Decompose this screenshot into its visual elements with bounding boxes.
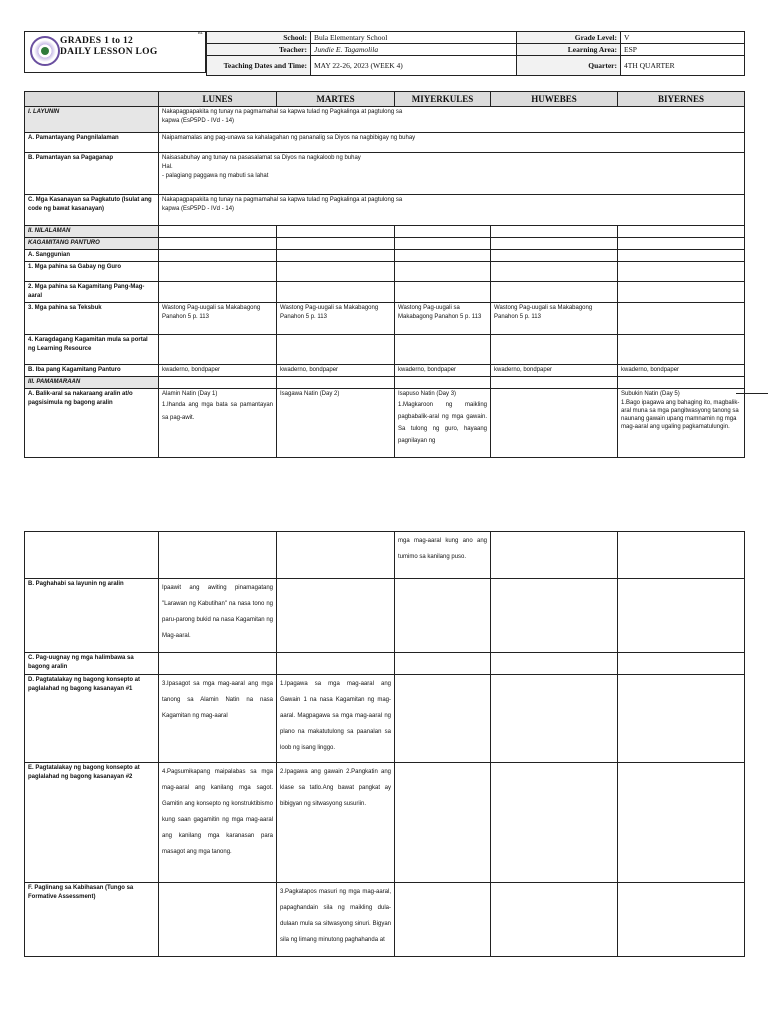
row-iba-pang: B. Iba pang Kagamitang Panturo xyxy=(25,365,159,377)
cell xyxy=(25,532,159,579)
cell xyxy=(395,883,491,957)
cell xyxy=(491,238,618,250)
cell xyxy=(618,883,745,957)
day-lunes: LUNES xyxy=(159,92,277,107)
area-label: Learning Area: xyxy=(517,44,621,56)
cell xyxy=(491,675,618,763)
cell xyxy=(618,226,745,238)
cell xyxy=(277,532,395,579)
cell xyxy=(395,653,491,675)
cell xyxy=(491,335,618,365)
cell xyxy=(618,653,745,675)
cell xyxy=(491,389,618,458)
row-pagtatalakay1: D. Pagtatalakay ng bagong konsepto at paglalahad ng bagong kasanayan #1 xyxy=(25,675,159,763)
balik-miyerkules xyxy=(395,389,491,458)
row-paghahabi: B. Paghahabi sa layunin ng aralin xyxy=(25,579,159,653)
cell xyxy=(618,763,745,883)
teksbuk-lunes: Wastong Pag-uugali sa Makabagong Panahon 5 p. 113 xyxy=(159,303,277,335)
row-kagamitang-mag-aaral: 2. Mga pahina sa Kagamitang Pang-Mag-aaral xyxy=(25,282,159,303)
row-sanggunian: A. Sanggunian xyxy=(25,250,159,262)
cell xyxy=(277,262,395,282)
layunin-text-body: Nakapagpapakita ng tunay na pagmamahal sa kapwa tulad ng Pagkalinga at pagtulong sa kapwa (EsP5PD - IVd - 14) xyxy=(162,109,403,124)
cell xyxy=(618,238,745,250)
subukin-heading: Subukin Natin (Day 5) xyxy=(621,391,680,397)
teksbuk-martes: Wastong Pag-uugali sa Makabagong Panahon 5 p. 113 xyxy=(277,303,395,335)
cell xyxy=(159,653,277,675)
cell xyxy=(159,883,277,957)
cell xyxy=(618,532,745,579)
balik-lunes xyxy=(159,389,277,458)
cell xyxy=(395,675,491,763)
cell xyxy=(159,238,277,250)
row-pagtatalakay2: E. Pagtatalakay ng bagong konsepto at paglalahad ng bagong kasanayan #2 xyxy=(25,763,159,883)
cell xyxy=(277,377,395,389)
paglinang-martes: 3.Pagkatapos masuri ng mga mag-aaral, papaghandain sila ng maikling dula-dulaan mula sa sitwasyong sinuri. Bigyan sila ng limang minutong paghahanda at xyxy=(277,883,395,957)
cell xyxy=(159,532,277,579)
cell xyxy=(159,377,277,389)
lesson-table-page1 xyxy=(24,91,745,458)
title-dll: DAILY LESSON LOG xyxy=(60,47,158,57)
row-kagamitang-panturo: KAGAMITANG PANTURO xyxy=(25,238,159,250)
cell xyxy=(395,579,491,653)
cell xyxy=(395,377,491,389)
cell xyxy=(618,262,745,282)
cell xyxy=(491,226,618,238)
cell xyxy=(618,303,745,335)
cell xyxy=(395,226,491,238)
balik-biyernes xyxy=(618,389,745,458)
corner-cell xyxy=(25,92,159,107)
cell xyxy=(159,262,277,282)
kasanayan-cell xyxy=(159,195,745,226)
title-grades: GRADES 1 to 12 xyxy=(60,36,134,46)
cell xyxy=(491,763,618,883)
area-value: ESP xyxy=(621,44,745,56)
row-pamamaraan: III. PAMAMARAAN xyxy=(25,377,159,389)
row-teksbuk: 3. Mga pahina sa Teksbuk xyxy=(25,303,159,335)
cell xyxy=(277,250,395,262)
day-miyerkules: MIYERKULES xyxy=(395,92,491,107)
cell xyxy=(395,262,491,282)
grade-label: Grade Level: xyxy=(517,32,621,44)
cell xyxy=(491,653,618,675)
cell xyxy=(618,675,745,763)
iba-huwebes: kwaderno, bondpaper xyxy=(491,365,618,377)
cell xyxy=(277,238,395,250)
row-nilalaman: II. NILALAMAN xyxy=(25,226,159,238)
row-balik-aral: A. Balik-aral sa nakaraang aralin at/o pagsisimula ng bagong aralin xyxy=(25,389,159,458)
school-label: School: xyxy=(207,32,311,44)
alamin-text: 1.Ihanda ang mga bata sa pamantayan sa pag-awit. xyxy=(162,402,273,421)
row-pamantayang-pangnilalaman: A. Pamantayang Pangnilalaman xyxy=(25,133,159,153)
quarter-value: 4TH QUARTER xyxy=(621,56,745,76)
dates-value: MAY 22-26, 2023 (WEEK 4) xyxy=(311,56,517,76)
alamin-heading: Alamin Natin (Day 1) xyxy=(162,391,218,397)
cell xyxy=(395,335,491,365)
cell xyxy=(618,282,745,303)
balik-martes: Isagawa Natin (Day 2) xyxy=(277,389,395,458)
cell xyxy=(277,226,395,238)
deped-logo-box xyxy=(24,31,206,73)
iba-miyerkules: kwaderno, bondpaper xyxy=(395,365,491,377)
school-value: Bula Elementary School xyxy=(311,32,517,44)
isapuso-heading: Isapuso Natin (Day 3) xyxy=(398,391,457,397)
day-huwebes: HUWEBES xyxy=(491,92,618,107)
cell xyxy=(491,282,618,303)
row-paglinang: F. Paglinang sa Kabihasan (Tungo sa Formative Assessment) xyxy=(25,883,159,957)
teksbuk-huwebes: Wastong Pag-uugali sa Makabagong Panahon 5 p. 113 xyxy=(491,303,618,335)
teacher-value: Jundie E. Tagamolila xyxy=(311,44,517,56)
row-pag-uugnay: C. Pag-uugnay ng mga halimbawa sa bagong aralin xyxy=(25,653,159,675)
kasanayan-text: Nakapagpapakita ng tunay na pagmamahal sa kapwa tulad ng Pagkalinga at pagtulong sa kapwa (EsP5PD - IVd - 14) xyxy=(162,197,403,212)
pagtatalakay1-martes: 1.Ipagawa sa mga mag-aaral ang Gawain 1 na nasa Kagamitan ng mag-aaral. Magpagawa sa mga mag-aaral ng plano na makatutulong sa paanalan sa loob ng isang linggo. xyxy=(277,675,395,763)
cell xyxy=(491,262,618,282)
iba-martes: kwaderno, bondpaper xyxy=(277,365,395,377)
pagaganap-line1: Naisasabuhay ang tunay na pasasalamat sa Diyos na nagkaloob ng buhay xyxy=(162,155,361,161)
pamantayan-pagaganap-cell xyxy=(159,153,745,195)
cell xyxy=(618,250,745,262)
row-layunin: I. LAYUNIN xyxy=(25,107,159,133)
cell xyxy=(159,335,277,365)
cell xyxy=(159,282,277,303)
quarter-label: Quarter: xyxy=(517,56,621,76)
cell xyxy=(395,238,491,250)
cont-miyerkules: mga mag-aaral kung ano ang tumimo sa kanilang puso. xyxy=(395,532,491,579)
grade-value: V xyxy=(621,32,745,44)
row-pamantayan-pagaganap: B. Pamantayan sa Pagaganap xyxy=(25,153,159,195)
pagtatalakay2-martes: 2.Ipagawa ang gawain 2.Pangkatin ang klase sa tatlo.Ang bawat pangkat ay bibigyan ng sitwasyong susuriin. xyxy=(277,763,395,883)
day-biyernes: BIYERNES xyxy=(618,92,745,107)
cell xyxy=(277,282,395,303)
isapuso-text: 1.Magkaroon ng maikling pagbabalik-aral ng mga gawain. Sa tulong ng guro, hayaang pagnilayan ng xyxy=(398,402,487,444)
teacher-label: Teacher: xyxy=(207,44,311,56)
deped-seal-icon xyxy=(30,36,60,66)
cell xyxy=(491,377,618,389)
cell xyxy=(618,377,745,389)
iba-biyernes: kwaderno, bondpaper xyxy=(618,365,745,377)
mini-mark: B1 xyxy=(198,30,203,35)
pagtatalakay2-lunes: 4.Pagsumikapang maipalabas sa mga mag-aaral ang kanilang mga sagot. Gamitin ang konsepto ng konstruktibismo kung saan gagamitin ng mga mag-aaral ang kanilang mga karanasan para masagot ang mga tanong. xyxy=(159,763,277,883)
cell xyxy=(277,653,395,675)
cell xyxy=(159,250,277,262)
header-table xyxy=(206,31,745,76)
pagtatalakay1-lunes: 3.Ipasagot sa mga mag-aaral ang mga tanong sa Alamin Natin na nasa Kagamitan ng mag-aaral xyxy=(159,675,277,763)
day-martes: MARTES xyxy=(277,92,395,107)
row-gabay: 1. Mga pahina sa Gabay ng Guro xyxy=(25,262,159,282)
cell xyxy=(618,579,745,653)
cell xyxy=(395,250,491,262)
pagaganap-line3: - palagiang paggawa ng mabuti sa lahat xyxy=(162,173,269,179)
lesson-table-page2 xyxy=(24,531,745,957)
row-kasanayan: C. Mga Kasanayan sa Pagkatuto (Isulat ang code ng bawat kasanayan) xyxy=(25,195,159,226)
dates-label: Teaching Dates and Time: xyxy=(207,56,311,76)
cell xyxy=(395,282,491,303)
cell xyxy=(491,250,618,262)
row-karagdagang: 4. Karagdagang Kagamitan mula sa portal ng Learning Resource xyxy=(25,335,159,365)
paghahabi-lunes: Ipaawit ang awiting pinamagatang "Larawan ng Kabutihan" na nasa tono ng paru-parong bukid na nasa Kagamitan ng Mag-aaral. xyxy=(159,579,277,653)
iba-lunes: kwaderno, bondpaper xyxy=(159,365,277,377)
cell xyxy=(491,883,618,957)
pagaganap-line2: Hal. xyxy=(162,164,173,170)
cell xyxy=(395,763,491,883)
layunin-text xyxy=(159,107,745,133)
cell xyxy=(491,579,618,653)
cell xyxy=(277,335,395,365)
subukin-text: 1.Bago ipagawa ang bahaging ito, magbalik-aral muna sa mga pangitwasyong tanong sa naunang gawain upang mamnamin ng mga mag-aaral ang ugaling pagkamatulungin. xyxy=(621,400,740,430)
margin-rule xyxy=(736,393,768,394)
cell xyxy=(491,532,618,579)
teksbuk-miyerkules: Wastong Pag-uugali sa Makabagong Panahon 5 p. 113 xyxy=(395,303,491,335)
cell xyxy=(159,226,277,238)
cell xyxy=(618,335,745,365)
cell xyxy=(277,579,395,653)
pamantayang-pangnilalaman-text: Naipamamalas ang pag-unawa sa kahalagahan ng pananalig sa Diyos na nagbibigay ng buhay xyxy=(159,133,745,153)
